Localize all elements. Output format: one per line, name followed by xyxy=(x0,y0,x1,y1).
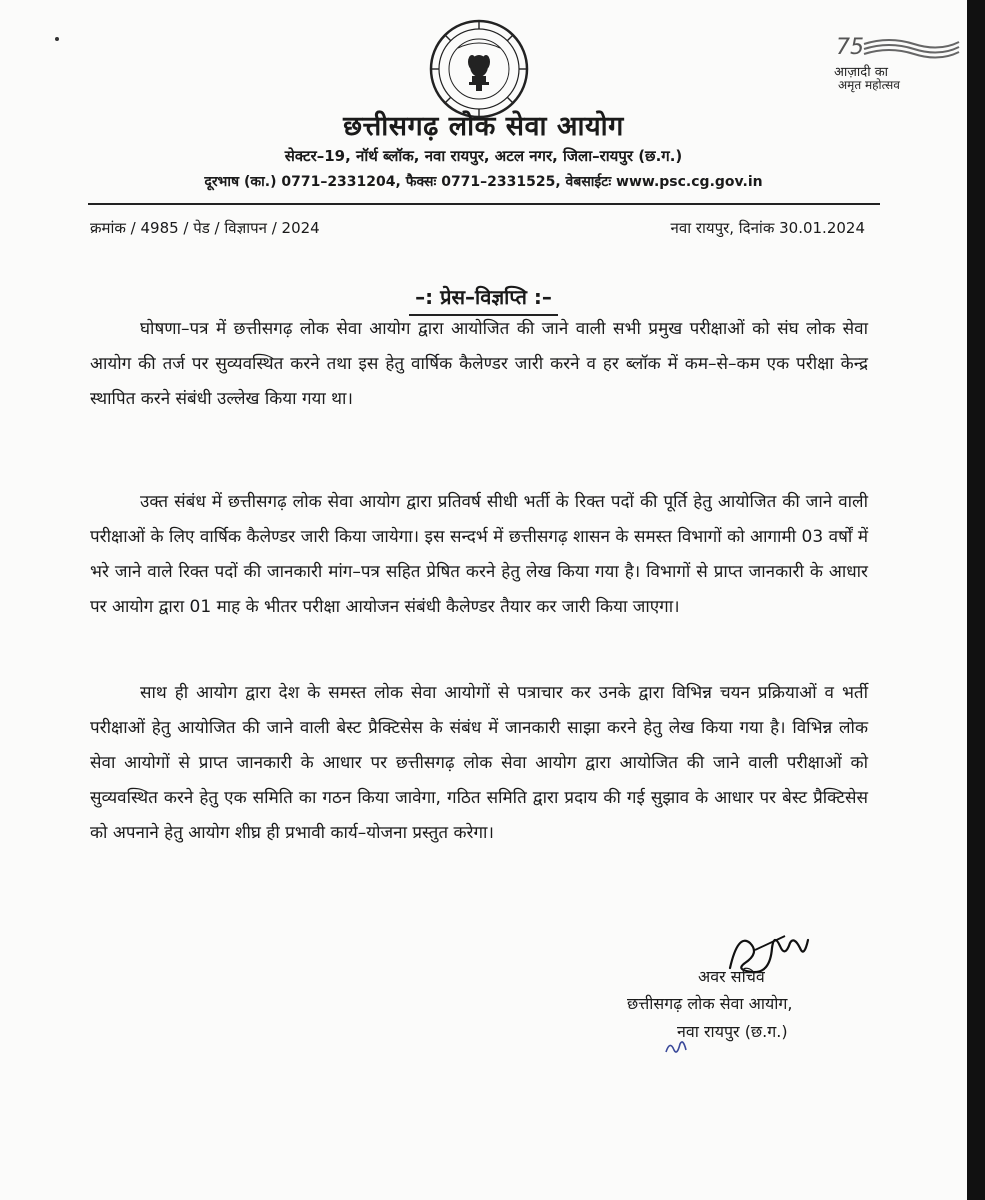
letterhead-divider xyxy=(88,203,880,205)
issue-date: नवा रायपुर, दिनांक 30.01.2024 xyxy=(670,219,865,237)
organization-contact: दूरभाष (का.) 0771–2331204, फैक्सः 0771–2331525, वेबसाईटः www.psc.cg.gov.in xyxy=(204,174,763,190)
azadi-ka-amrit-mahotsav-logo xyxy=(834,32,964,92)
signatory-designation: अवर सचिव xyxy=(698,967,765,986)
organization-address: सेक्टर–19, नॉर्थ ब्लॉक, नवा रायपुर, अटल नगर, जिला–रायपुर (छ.ग.) xyxy=(284,147,683,165)
signatory-office: छत्तीसगढ़ लोक सेवा आयोग, xyxy=(627,994,793,1013)
reference-number: क्रमांक / 4985 / पेड / विज्ञापन / 2024 xyxy=(90,219,320,237)
initial-mark xyxy=(662,1036,692,1058)
signatory-place: नवा रायपुर (छ.ग.) xyxy=(677,1022,788,1041)
amrit-logo-line2: अमृत महोत्सव xyxy=(838,78,900,92)
scan-speck xyxy=(55,37,59,41)
amrit-logo-line1: आज़ादी का xyxy=(834,65,889,80)
svg-text:75: 75 xyxy=(836,35,864,60)
paragraph-3: साथ ही आयोग द्वारा देश के समस्त लोक सेवा आयोगों से पत्राचार कर उनके द्वारा विभिन्न चयन प्रक्रियाओं व भर्ती परीक्षाओं हेतु आयोजित की जाने वाली बेस्ट प्रैक्टिसेस के संबंध में जानकारी साझा करने हेतु लेख किया गया है। विभिन्न लोक सेवा आयोगों से प्राप्त जानकारी के आधार पर छत्तीसगढ़ लोक सेवा आयोग द्वारा आयोजित की जाने वाली परीक्षाओं को सुव्यवस्थित करने हेतु एक समिति का गठन किया जावेगा, गठित समिति द्वारा प्रदाय की गई सुझाव के आधार पर बेस्ट प्रैक्टिसेस को अपनाने हेतु आयोग शीघ्र ही प्रभावी कार्य–योजना प्रस्तुत करेगा। xyxy=(90,683,868,843)
amrit-flag-icon xyxy=(834,32,964,64)
press-release-title: –: प्रेस–विज्ञप्ति :– xyxy=(409,283,558,316)
cgpsc-emblem-icon xyxy=(428,18,530,120)
paragraph-2: उक्त संबंध में छत्तीसगढ़ लोक सेवा आयोग द्वारा प्रतिवर्ष सीधी भर्ती के रिक्त पदों की पूर्ति हेतु आयोजित की जाने वाली परीक्षाओं के लिए वार्षिक कैलेण्डर जारी किया जायेगा। इस सन्दर्भ में छत्तीसगढ़ शासन के समस्त विभागों को आगामी 03 वर्षों में भरे जाने वाले रिक्त पदों की जानकारी मांग–पत्र सहित प्रेषित करने हेतु लेख किया गया है। विभागों से प्राप्त जानकारी के आधार पर आयोग द्वारा 01 माह के भीतर परीक्षा आयोजन संबंधी कैलेण्डर तैयार कर जारी किया जाएगा। xyxy=(90,492,868,617)
organization-name: छत्तीसगढ़ लोक सेवा आयोग xyxy=(343,111,624,142)
paragraph-1: घोषणा–पत्र में छत्तीसगढ़ लोक सेवा आयोग द्वारा आयोजित की जाने वाली सभी प्रमुख परीक्षाओं को संघ लोक सेवा आयोग की तर्ज पर सुव्यवस्थित करने तथा इस हेतु वार्षिक कैलेण्डर जारी करने व हर ब्लॉक में कम–से–कम एक परीक्षा केन्द्र स्थापित करने संबंधी उल्लेख किया गया था। xyxy=(90,319,868,409)
scan-border xyxy=(967,0,985,1200)
